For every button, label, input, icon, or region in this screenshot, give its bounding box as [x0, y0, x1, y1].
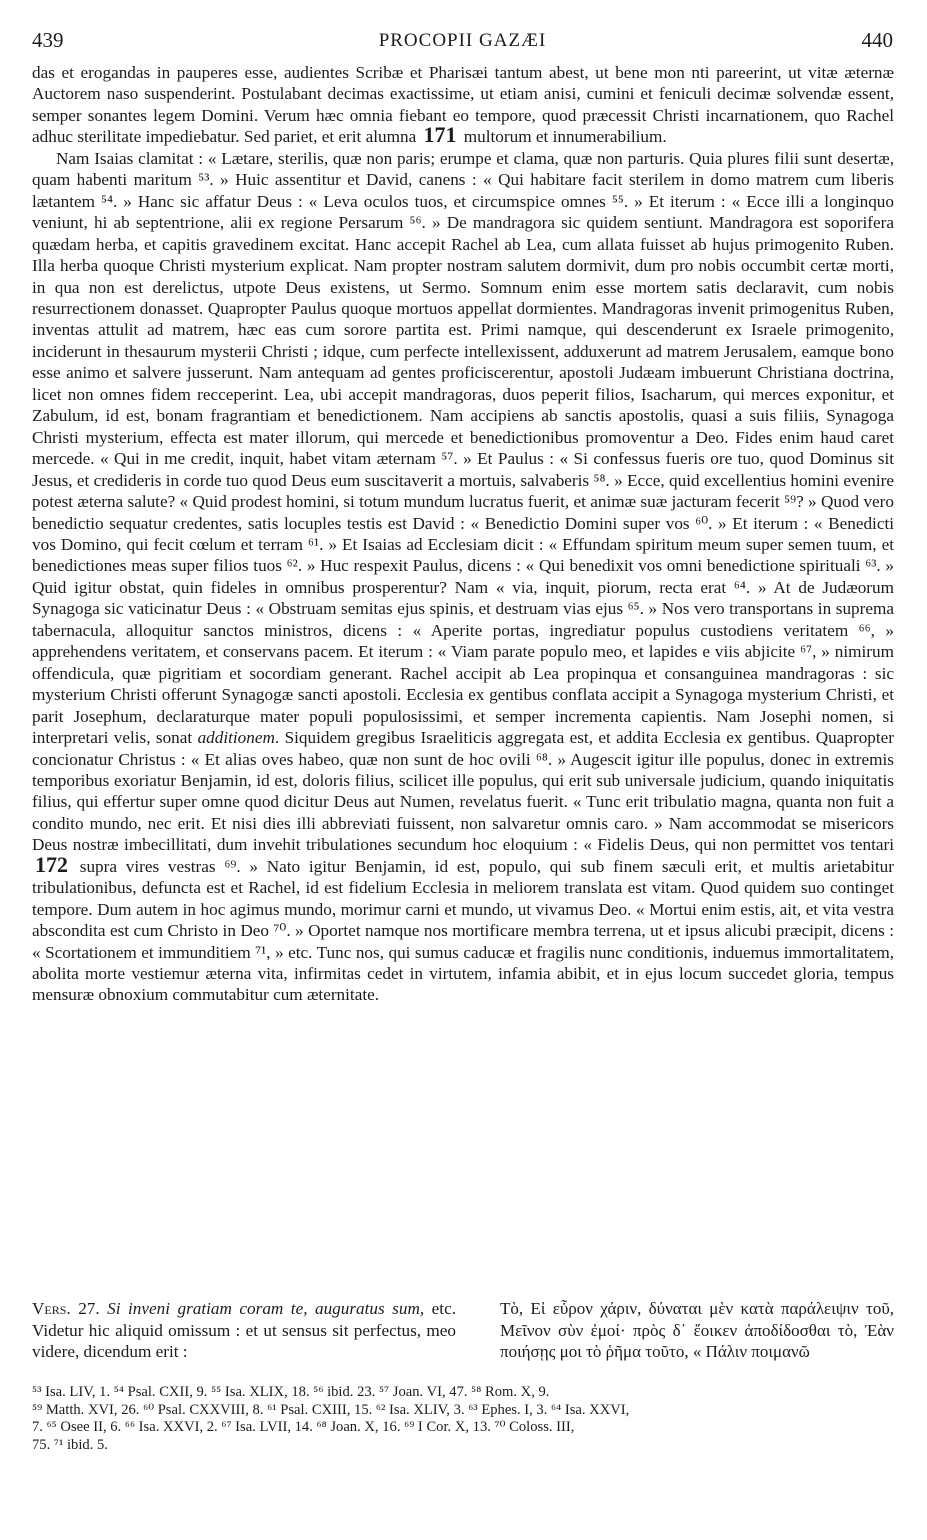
footnote-line-2: ⁵⁹ Matth. XVI, 26. ⁶⁰ Psal. CXXVIII, 8. ⁶¹ Psal. CXIII, 15. ⁶² Isa. XLIV, 3. ⁶³ Ephes. I, 3. ⁶⁴ Isa. XXVI,	[32, 1401, 630, 1418]
page-number-left: 439	[32, 28, 64, 52]
footnotes	[32, 1384, 894, 1454]
verse-incipit: Si inveni gratiam coram te, auguratus sum,	[107, 1299, 425, 1318]
verse-label: Vers. 27.	[32, 1299, 100, 1318]
footnote-line-4: 75. ⁷¹ ibid. 5.	[32, 1436, 108, 1453]
main-text	[32, 62, 894, 1006]
paragraph-1-end: multorum et innumerabilium.	[463, 127, 667, 147]
paragraph-2-text: Nam Isaias clamitat : « Lætare, sterilis, quæ non paris; erumpe et clama, quæ non parturis. Quia plures filii sunt desertæ, quam habenti maritum ⁵³. » Huic assentitur et David, canens : « Qui habitare facit sterilem in domo matrem cum liberis lætantem ⁵⁴. » Hanc sic affatur Deus : « Leva oculos tuos, et circumspice omnes ⁵⁵. » Et iterum : « Ecce illi a longinquo veniunt, hi ab septentrione, alii ex regione Persarum ⁵⁶. » De mandragora sic quidem sentiunt. Mandragora est soporifera quædam herba, et capitis gravedinem excitat. Hanc accepit Rachel ab Lea, cum allata fuisset ab hujus primogenito Ruben. Illa herba quoque Christi mysterium explicat. Nam propter nostram salutem dormivit, dum pro nobis occumbit certæ morti, in qua non est derelictus, utpote Deus existens, ut Sermo. Somnum enim esse mortem satis declaravit, cum nobis resurrectionem donasset. Quapropter Paulus quoque mortuos appellat dormientes. Mandragoras invenit primogenitus Ruben, inventas attulit ad matrem, hæc eas cum sorore partita est. Primi namque, qui descenderunt ex Israele primogenito, inciderunt in thesaurum mysterii Christi ; idque, cum perfecte intellexissent, adduxerunt ad matrem Jerusalem, eamque bono esse animo et salvere jusserunt. Nam antequam ad gentes proficiscerentur, apostoli Judæam imbuerunt Christiana doctrina, licet non omnes fidem recceperint. Lea, ubi accepit mandragoras, duos peperit filios, Isacharum, qui merces exponitur, et Zabulum, id est, bonam fragrantiam et benedictionem. Nam accipiens ab sanctis apostolis, quasi a suis filiis, Synagoga Christi mysterium, effecta est mater illorum, qui mercede et benedictionibus promoventur a Deo. Fides enim haud caret mercede. « Qui in me credit, inquit, habet vitam æternam ⁵⁷. » Et Paulus : « Si confessus fueris ore tuo, quod Dominus sit Jesus, et credideris in corde tuo quod Deus eum suscitaverit a mortuis, salvaberis ⁵⁸. » Ecce, quid excellentius homini evenire potest æterna salute? « Quid prodest homini, si totum mundum lucratus fuerit, et animæ suæ jacturam fecerit ⁵⁹? » Quod vero benedictio sequatur credentes, satis locuples testis est David : « Benedictio Domini super vos ⁶⁰. » Et iterum : « Benedicti vos Domino, qui fecit cœlum et terram ⁶¹. » Et Isaias ad Ecclesiam dicit : « Effundam spiritum meum super semen tuum, et benedictiones meas super filios tuos ⁶². » Huc respexit Paulus, dicens : « Qui benedixit vos omni benedictione spirituali ⁶³. » Quid igitur obstat, quin fideles in omnibus prosperentur? Nam « via, inquit, piorum, recta erat ⁶⁴. » At de Judæorum Synagoga sic vaticinatur Deus : « Obstruam semitas ejus spinis, et destruam vias ejus ⁶⁵. » Nos vero transportans in suprema tabernacula, alloquitur sanctos ministros, dicens : « Aperite portas, ingrediatur populus custodiens veritatem ⁶⁶, » apprehendens veritatem, et conservans pacem. Et iterum : « Viam parate populo meo, et lapides e viis abjicite ⁶⁷, » nimirum offendicula, quæ pigritiam et socordiam generant. Rachel accipit ab Lea propinqua et consanguinea mandragoras : sic mysterium Christi offerunt Synagogæ sancti apostoli. Ecclesia ex gentibus conflata accipit a Synagoga mysterium Christi, et parit Josephum, declaraturque mater populi populosissimi, et semper incrementa capientis. Nam Josephi nomen, si interpretari velis, sonat	[32, 148, 894, 748]
paragraph-2-italic: additionem	[197, 728, 275, 748]
footnote-line-1: ⁵³ Isa. LIV, 1. ⁵⁴ Psal. CXII, 9. ⁵⁵ Isa. XLIX, 18. ⁵⁶ ibid. 23. ⁵⁷ Joan. VI, 47. ⁵⁸ Rom. X, 9.	[32, 1384, 550, 1400]
verse-section	[32, 1298, 894, 1378]
paragraph-2-text-c: supra vires vestras ⁶⁹. » Nato igitur Benjamin, id est, populo, qui sub finem sæculi erit, et multis arietabitur tribulationibus, defuncta est et Rachel, id est fidelium Ecclesia in meliorem translata est vitam. Quod quidem suo continget tempore. Dum autem in hoc agimus mundo, morimur carni et mundo, ut vivamus Deo. « Mortui enim estis, ait, et vita vestra abscondita est cum Christo in Deo ⁷⁰. » Oportet namque nos mortificare membra terrena, ut et ipsus alicubi præcipit, dicens : « Scortationem et immunditiem ⁷¹, » etc. Tunc nos, qui sumus caducæ et fragilis nunc conditionis, induemus immortalitatem, abolita morte vestiemur æterna vita, infirmitas cedet in virtutem, infamia abibit, et in ejus locum succedet gloria, tempus mensuræ obnoxium commutabitur cum æternitate.	[32, 856, 894, 1005]
page-header	[32, 28, 893, 64]
paragraph-2	[32, 148, 894, 1006]
paragraph-1	[32, 62, 894, 148]
greek-text: Τὸ, Εἰ εὗρον χάριν, δύναται μὲν κατὰ παράλειψιν τοῦ, Μεῖνον σὺν ἐμοί· πρὸς δ᾽ ἔοικεν ἀποδίδοσθαι τὸ, Ἐὰν ποιήσῃς μοι τὸ ῥῆμα τοῦτο, « Πάλιν ποιμανῶ	[500, 1299, 894, 1361]
page-number-right: 440	[861, 28, 893, 52]
verse-commentary: etc. Videtur hic aliquid omissum : et ut sensus sit perfectus, meo videre, dicendum erit :	[32, 1299, 457, 1361]
latin-column	[32, 1298, 456, 1363]
column-marker-171: 171	[423, 122, 457, 148]
footnote-line-3: 7. ⁶⁵ Osee II, 6. ⁶⁶ Isa. XXVI, 2. ⁶⁷ Isa. LVII, 14. ⁶⁸ Joan. X, 16. ⁶⁹ I Cor. X, 13. ⁷⁰ Coloss. III,	[32, 1419, 575, 1435]
greek-column	[500, 1298, 894, 1363]
column-marker-172: 172	[35, 851, 68, 877]
paragraph-1-text: das et erogandas in pauperes esse, audientes Scribæ et Pharisæi tantum abest, ut bene mon nti pareerint, ut vitæ æternæ Auctorem naso suspenderint. Postulabant decimas exactissime, ut etiam anisi, cumini et feniculi decimæ solvendæ essent, semper sonantes legem Domini. Verum hæc omnia fiebant eo tempore, quod præcessit Christi incarnationem, quo Rachel adhuc sterilitate impediebatur. Sed pariet, et erit alumna	[32, 63, 894, 147]
paragraph-2-text-b: . Siquidem gregibus Israeliticis aggregata est, et addita Ecclesia ex gentibus. Quapropter concionatur Christus : « Et alias oves habeo, quæ non sunt de hoc ovili ⁶⁸. » Augescit igitur ille populus, donec in extremis temporibus exoriatur Benjamin, id est, doloris filius, scilicet ille populus, qui erit sub universale judicium, quando iniquitatis filius, qui effertur super omne quod dicitur Deus aut Numen, revelatus fuerit. « Tunc erit tribulatio magna, quanta non fuit a condito mundo, nec erit. Et nisi dies illi abbreviati fuissent, non salvaretur omnis caro. » Nam accommodat se misericors Deus nostræ imbecillitati, dum invehit tribulationes secundum hoc eloquium : « Fidelis Deus, qui non permittet vos tentari	[32, 728, 895, 855]
running-title: PROCOPII GAZÆI	[378, 30, 547, 51]
